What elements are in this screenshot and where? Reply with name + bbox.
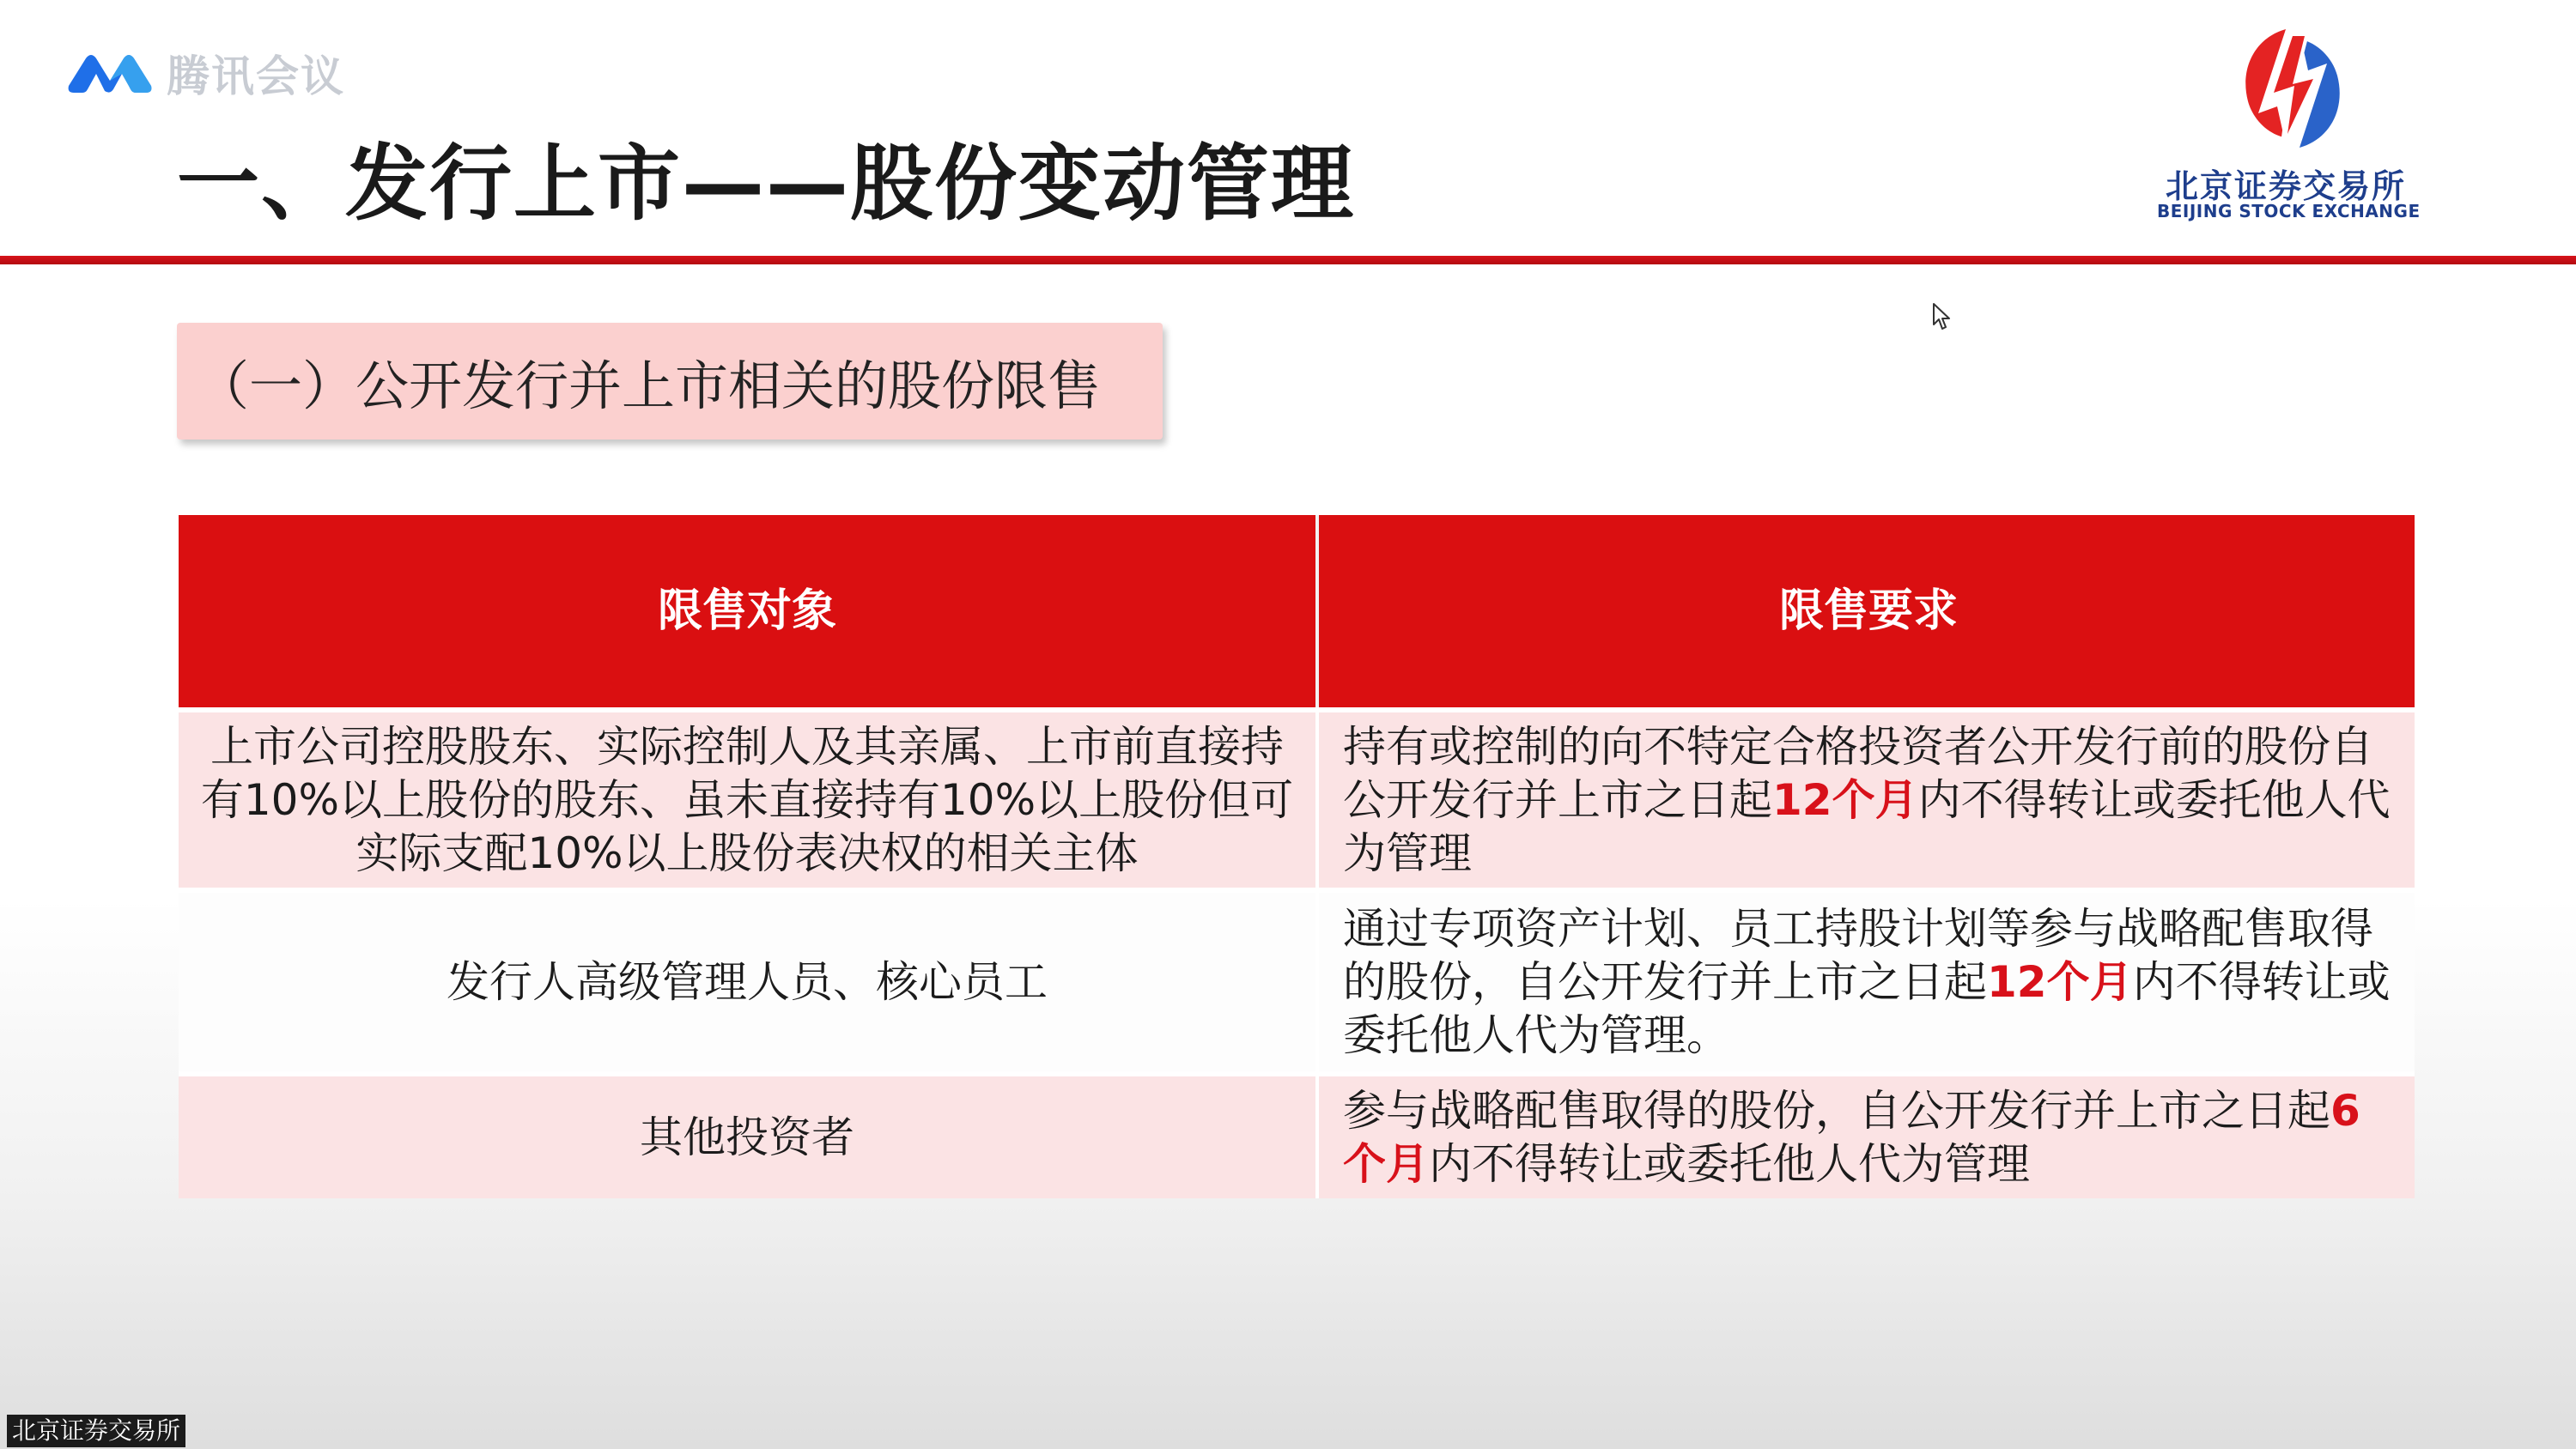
tencent-meeting-logo-icon xyxy=(65,48,155,98)
requirement-text: 内不得转让或委托他人代为管理 xyxy=(1429,1139,2030,1189)
table-row xyxy=(179,707,2415,888)
requirement-text: 参与战略配售取得的股份，自公开发行并上市之日起 xyxy=(1343,1086,2330,1136)
table-row xyxy=(179,1071,2415,1198)
lockup-subject-cell: 其他投资者 xyxy=(640,1113,854,1162)
meeting-watermark xyxy=(65,45,345,101)
requirement-text: 内不得转让或委托他人代为管理 xyxy=(1343,775,2391,878)
bse-logo xyxy=(2157,24,2421,230)
header-lockup-requirement: 限售要求 xyxy=(1315,515,2415,707)
requirement-text: 通过专项资产计划、员工持股计划等参与战略配售取得的股份，自公开发行并上市之日起 xyxy=(1343,904,2373,1007)
bse-emblem-icon xyxy=(2236,24,2349,153)
lockup-period-highlight: 12个月 xyxy=(1772,775,1918,825)
lockup-subject-cell: 发行人高级管理人员、核心员工 xyxy=(447,957,1048,1007)
lockup-requirement-cell xyxy=(1315,893,2415,1071)
title-divider xyxy=(0,256,2576,264)
mouse-cursor-icon xyxy=(1932,302,1953,331)
requirement-text: 内不得转让或委托他人代为管理。 xyxy=(1343,957,2391,1060)
header-lockup-subject: 限售对象 xyxy=(657,585,836,637)
table-row xyxy=(179,888,2415,1071)
lockup-requirement-cell xyxy=(1315,712,2415,888)
lockup-requirement-cell xyxy=(1315,1076,2415,1198)
speaker-name-badge: 北京证券交易所 xyxy=(7,1415,185,1447)
lockup-period-highlight: 6个月 xyxy=(1343,1086,2360,1189)
lockup-period-highlight: 12个月 xyxy=(1987,957,2133,1007)
logo-english-name: BEIJING STOCK EXCHANGE xyxy=(2157,201,2421,221)
meeting-app-name: 腾讯会议 xyxy=(167,52,345,101)
logo-chinese-name: 北京证券交易所 xyxy=(2165,167,2406,205)
section-label: （一）公开发行并上市相关的股份限售 xyxy=(177,323,1163,440)
slide-title: 一、发行上市——股份变动管理 xyxy=(177,136,1355,232)
requirement-text: 持有或控制的向不特定合格投资者公开发行前的股份自公开发行并上市之日起 xyxy=(1343,722,2373,825)
table-header-row xyxy=(179,515,2415,707)
lockup-table xyxy=(179,515,2415,1198)
lockup-subject-cell: 上市公司控股股东、实际控制人及其亲属、上市前直接持有10%以上股份的股东、虽未直接持有10%以上股份但可实际支配10%以上股份表决权的相关主体 xyxy=(200,722,1294,878)
